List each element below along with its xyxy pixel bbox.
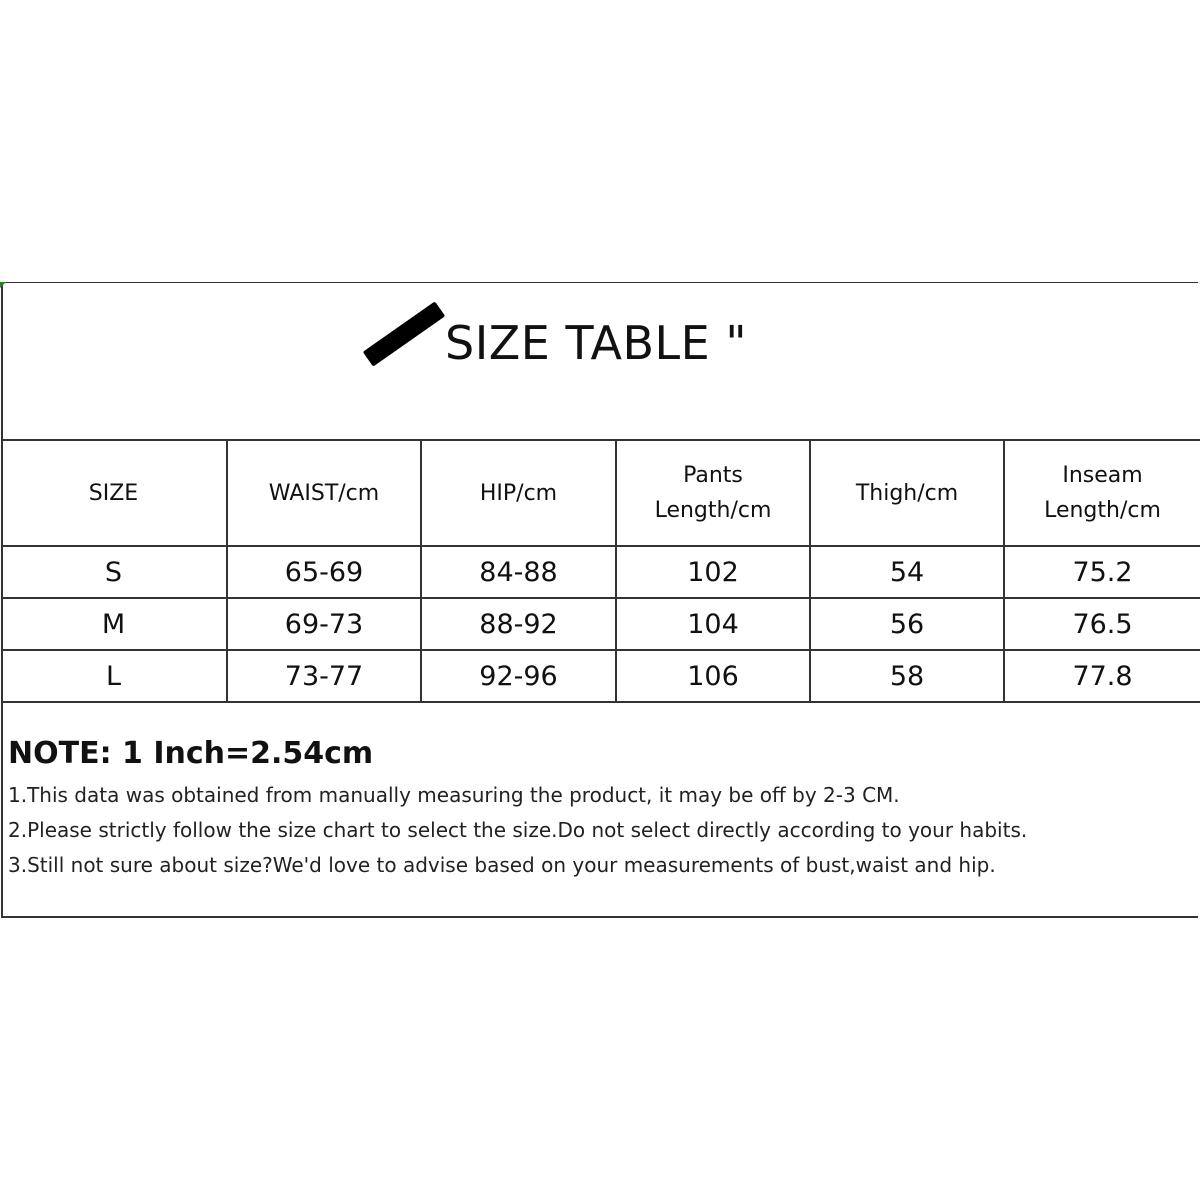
header-waist: WAIST/cm [227,440,421,546]
note-title: NOTE: 1 Inch=2.54cm [8,736,374,771]
cell-inseam-length: 75.2 [1004,546,1200,598]
cell-waist: 73-77 [227,650,421,702]
cell-inseam-length: 77.8 [1004,650,1200,702]
notes-section [8,736,1027,888]
table-row [1,598,1200,650]
header-hip: HIP/cm [421,440,616,546]
note-line-1: 1.This data was obtained from manually measuring the product, it may be off by 2-3 CM. [8,783,900,807]
header-thigh: Thigh/cm [810,440,1004,546]
note-line-2: 2.Please strictly follow the size chart to select the size.Do not select directly according to your habits. [8,818,1028,842]
table-row [1,546,1200,598]
cell-hip: 88-92 [421,598,616,650]
header-size: SIZE [1,440,227,546]
header-pants-length: Pants Length/cm [616,440,810,546]
cell-hip: 84-88 [421,546,616,598]
page-title: SIZE TABLE " [445,316,747,370]
cell-hip: 92-96 [421,650,616,702]
cell-inseam-length: 76.5 [1004,598,1200,650]
cell-thigh: 58 [810,650,1004,702]
cell-pants-length: 104 [616,598,810,650]
cell-size: M [1,598,227,650]
header-inseam-length: Inseam Length/cm [1004,440,1200,546]
cell-size: S [1,546,227,598]
table-header-row [1,440,1200,546]
cell-thigh: 56 [810,598,1004,650]
cell-waist: 69-73 [227,598,421,650]
cell-waist: 65-69 [227,546,421,598]
size-table [1,439,1200,703]
note-line-3: 3.Still not sure about size?We'd love to advise based on your measurements of bust,waist and hip. [8,853,996,877]
cell-pants-length: 106 [616,650,810,702]
cell-size: L [1,650,227,702]
table-row [1,650,1200,702]
cell-thigh: 54 [810,546,1004,598]
cell-pants-length: 102 [616,546,810,598]
